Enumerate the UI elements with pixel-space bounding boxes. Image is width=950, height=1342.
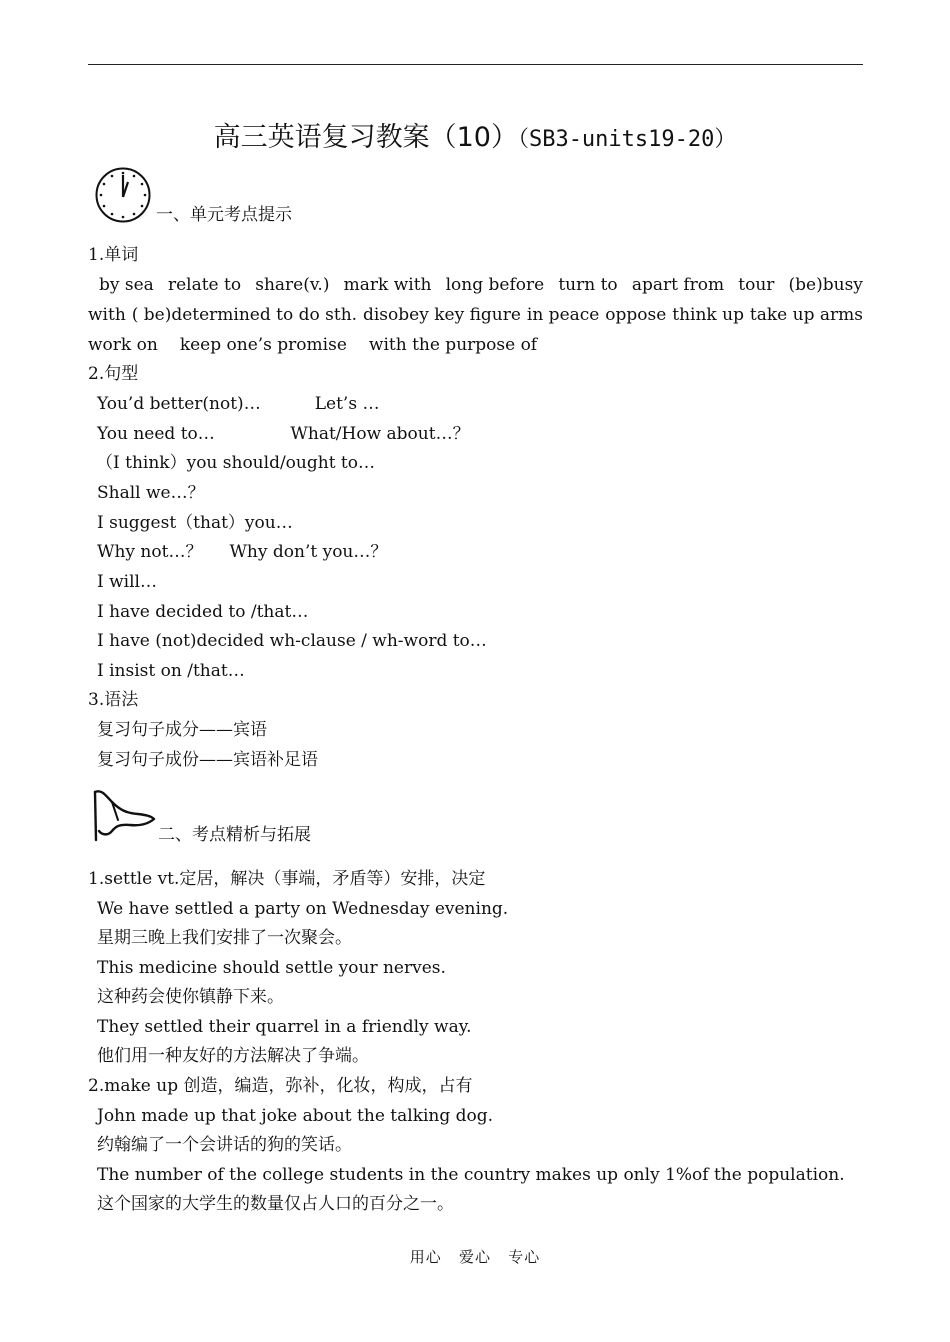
vocab-item: keep one’s promise	[179, 335, 347, 355]
sentence-pattern: You need to… What/How about…？	[97, 424, 470, 444]
entry-heading-settle: 1.settle vt.定居，解决（事端，矛盾等）安排，决定	[88, 869, 486, 889]
sentences-label: 2.句型	[88, 364, 139, 384]
sentence-pattern: I suggest（that）you…	[97, 513, 293, 533]
vocab-item: (be)busy	[788, 275, 863, 295]
vocab-item: oppose	[605, 305, 667, 325]
page-footer: 用心 爱心 专心	[409, 1248, 541, 1266]
vocab-item: disobey key figure	[362, 305, 521, 325]
example-translation: 这个国家的大学生的数量仅占人口的百分之一。	[97, 1194, 454, 1214]
vocab-row-3	[88, 334, 863, 356]
sentence-pattern: I insist on /that…	[97, 661, 245, 681]
example-translation: 星期三晚上我们安排了一次聚会。	[97, 928, 352, 948]
vocab-item: share(v.)	[255, 275, 330, 295]
page-title	[0, 118, 950, 160]
example-sentence: This medicine should settle your nerves.	[97, 958, 446, 978]
vocab-item: tour	[738, 275, 775, 295]
vocab-item: think up	[672, 305, 744, 325]
section1-heading: 一、单元考点提示	[156, 205, 292, 225]
sentence-pattern: Shall we…？	[97, 483, 205, 503]
vocab-row-2	[88, 304, 863, 326]
sentence-pattern: I have (not)decided wh-clause / wh-word to…	[97, 631, 487, 651]
vocab-item: in peace	[526, 305, 600, 325]
vocab-item: long before	[445, 275, 545, 295]
vocab-item: with the purpose of	[368, 335, 538, 355]
example-translation: 约翰编了一个会讲话的狗的笑话。	[97, 1135, 352, 1155]
vocab-item: with	[88, 305, 126, 325]
example-sentence: They settled their quarrel in a friendly way.	[97, 1017, 472, 1037]
section2-heading: 二、考点精析与拓展	[158, 825, 311, 845]
vocab-item: work on	[88, 335, 158, 355]
sentence-pattern: Why not…？ Why don’t you…？	[97, 542, 388, 562]
vocab-row-1	[88, 274, 863, 296]
grammar-item: 复习句子成分——宾语	[97, 720, 267, 740]
example-sentence: John made up that joke about the talking dog.	[97, 1106, 494, 1126]
vocab-item: take up arms	[749, 305, 863, 325]
example-sentence: We have settled a party on Wednesday evening.	[97, 899, 509, 919]
vocab-item: turn to	[558, 275, 618, 295]
grammar-label: 3.语法	[88, 690, 139, 710]
grammar-item: 复习句子成份——宾语补足语	[97, 750, 318, 770]
clock-icon	[94, 166, 152, 224]
vocab-item: ( be)determined to do sth.	[131, 305, 358, 325]
vocab-label: 1.单词	[88, 245, 139, 265]
sentence-pattern: I have decided to /that…	[97, 602, 309, 622]
vocab-item: apart from	[631, 275, 725, 295]
title-sub: （SB3-units19-20）	[517, 127, 737, 152]
example-translation: 这种药会使你镇静下来。	[97, 987, 284, 1007]
header-rule	[88, 64, 863, 65]
sentence-pattern: I will…	[97, 572, 157, 592]
entry-heading-make-up: 2.make up 创造，编造，弥补，化妆，构成，占有	[88, 1076, 473, 1096]
example-translation: 他们用一种友好的方法解决了争端。	[97, 1046, 369, 1066]
title-main: 高三英语复习教案（10）	[213, 122, 518, 153]
vocab-item: relate to	[167, 275, 242, 295]
sentence-pattern: You’d better(not)… Let’s …	[97, 394, 380, 414]
example-sentence: The number of the college students in the country makes up only 1%of the population.	[97, 1165, 845, 1185]
vocab-item: mark with	[343, 275, 432, 295]
sentence-pattern: （I think）you should/ought to…	[96, 453, 375, 473]
flag-icon	[90, 786, 156, 842]
vocab-item: by sea	[99, 275, 154, 295]
